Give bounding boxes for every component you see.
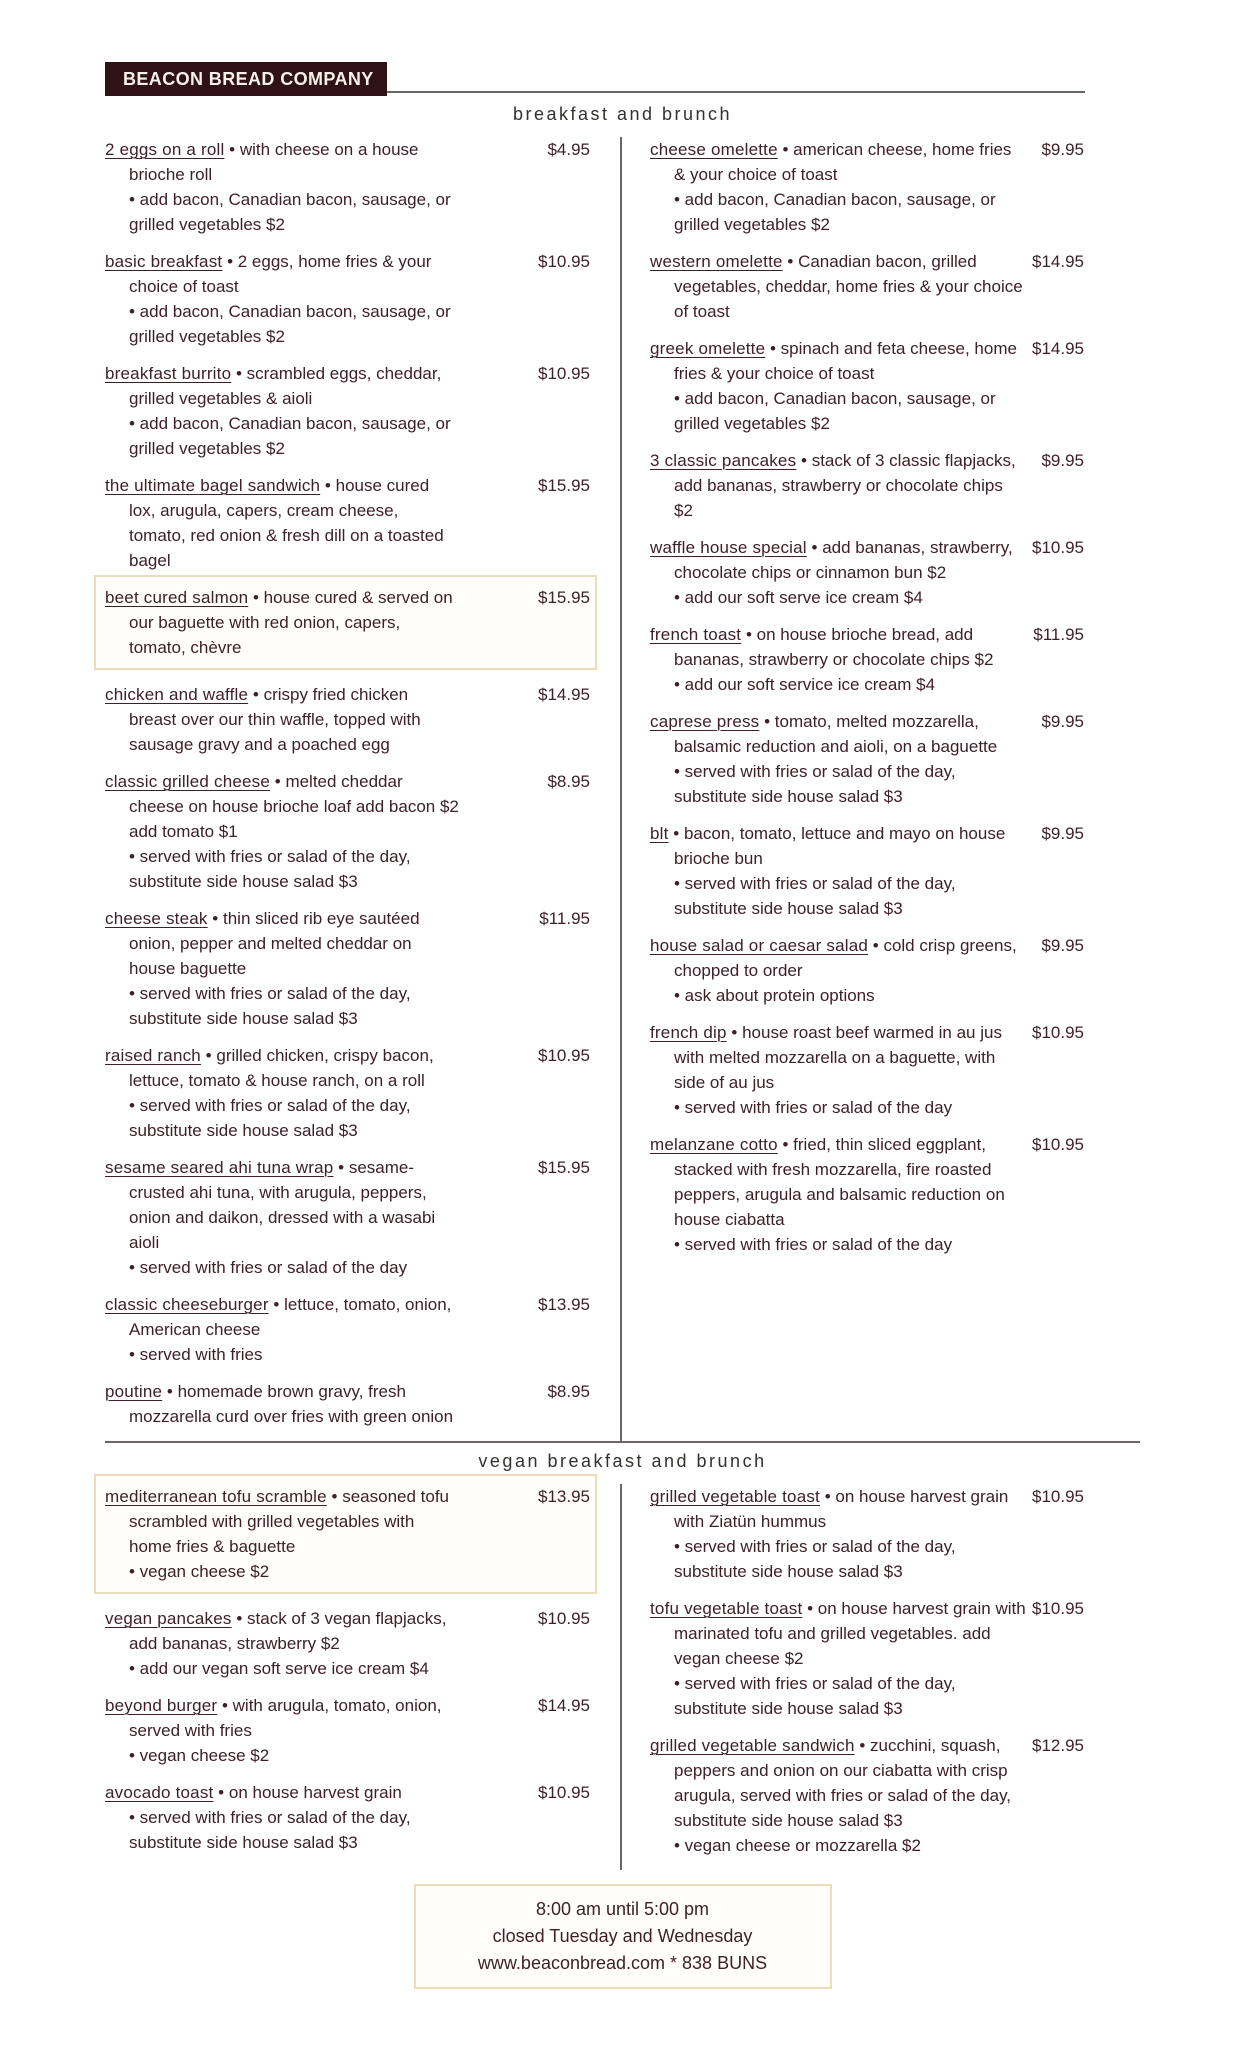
item-text [650,821,1026,921]
website-phone-line: www.beaconbread.com * 838 BUNS [477,1953,768,1973]
item-text [105,1693,459,1768]
item-note: • served with fries or salad of the day, substitute side house salad $3 [129,847,411,891]
header [105,62,1140,96]
item-name: french dip [650,1023,727,1042]
bullet-separator: • [759,712,775,731]
item-description: spinach and feta cheese, home fries & your choice of toast [674,339,1017,383]
item-description: grilled chicken, crispy bacon, lettuce, tomato & house ranch, on a roll [129,1046,434,1090]
item-name: french toast [650,625,742,644]
bullet-separator: • [806,538,823,557]
bullet-separator: • [222,252,238,271]
item-text [105,1484,459,1584]
item-note: • add bacon, Canadian bacon, sausage, or grilled vegetables $2 [674,190,996,234]
menu-item [105,1292,620,1367]
bullet-separator: • [213,1783,229,1802]
item-note: • served with fries or salad of the day [674,1235,953,1254]
hours-line: 8:00 am until 5:00 pm [535,1899,710,1919]
item-description: sesame-crusted ahi tuna, with arugula, peppers, onion and daikon, dressed with a wasabi aioli [129,1158,436,1252]
item-name: cheese omelette [650,140,778,159]
menu-item [650,709,1084,809]
item-description: bacon, tomato, lettuce and mayo on house brioche bun [674,824,1006,868]
item-description: lettuce, tomato, onion, American cheese [129,1295,452,1339]
header-rule [333,91,1085,93]
menu-item [105,769,620,894]
menu-columns [105,1484,1140,1870]
item-name: western omelette [650,252,783,271]
item-text [105,585,459,660]
item-price: $10.95 [1032,1599,1084,1618]
closed-days-line: closed Tuesday and Wednesday [492,1926,753,1946]
item-price: $10.95 [1032,1487,1084,1506]
item-description: house cured & served on our baguette with red onion, capers, tomato, chèvre [129,588,453,657]
item-description: seasoned tofu scrambled with grilled vegetables with home fries & baguette [129,1487,450,1556]
item-description: thin sliced rib eye sautéed onion, pepper and melted cheddar on house baguette [129,909,420,978]
menu-item [650,448,1084,523]
menu-column-left [105,1484,620,1870]
item-text [105,1292,459,1367]
item-price: $14.95 [1032,252,1084,271]
item-note: • vegan cheese $2 [129,1562,270,1581]
item-name: grilled vegetable sandwich [650,1736,855,1755]
item-note: • add our soft service ice cream $4 [674,675,936,694]
item-text [650,1596,1026,1721]
menu-item [650,535,1084,610]
item-description: with arugula, tomato, onion, served with fries [129,1696,442,1740]
item-text [105,682,459,757]
item-description: american cheese, home fries & your choice of toast [674,140,1012,184]
item-price: $9.95 [1041,824,1084,843]
item-price: $13.95 [538,1487,590,1506]
item-price: $10.95 [538,1609,590,1628]
menu-item [105,1379,620,1429]
bullet-separator: • [231,1609,248,1628]
item-text [105,1155,459,1280]
item-description: stack of 3 classic flapjacks, add bananas, strawberry or chocolate chips $2 [674,451,1016,520]
menu-item [105,249,620,349]
menu-item [105,1693,620,1768]
item-description: stack of 3 vegan flapjacks, add bananas, strawberry $2 [129,1609,447,1653]
menu-item [105,473,620,573]
bullet-separator: • [765,339,781,358]
item-text [105,1780,459,1855]
item-name: avocado toast [105,1783,214,1802]
item-price: $10.95 [538,252,590,271]
menu-item [650,622,1084,697]
item-price: $8.95 [547,772,590,791]
item-description: scrambled eggs, cheddar, grilled vegetables & aioli [129,364,442,408]
bullet-separator: • [162,1382,178,1401]
item-description: on house harvest grain with Ziatün hummus [674,1487,1009,1531]
bullet-separator: • [217,1696,233,1715]
item-text [650,1132,1026,1257]
item-description: crispy fried chicken breast over our thin waffle, topped with sausage gravy and a poached egg [129,685,421,754]
menu-column-left [105,137,620,1441]
menu-item [105,682,620,757]
item-note: • served with fries or salad of the day, substitute side house salad $3 [129,984,411,1028]
bullet-separator: • [207,909,223,928]
item-price: $4.95 [547,140,590,159]
bullet-separator: • [326,1487,343,1506]
item-name: the ultimate bagel sandwich [105,476,321,495]
item-text [650,448,1026,523]
bullet-separator: • [741,625,757,644]
bullet-separator: • [231,364,247,383]
item-name: vegan pancakes [105,1609,232,1628]
item-text [650,249,1026,324]
item-price: $10.95 [1032,1135,1084,1154]
bullet-separator: • [200,1046,217,1065]
item-note: • vegan cheese $2 [129,1746,270,1765]
item-price: $8.95 [547,1382,590,1401]
item-description: with cheese on a house brioche roll [129,140,419,184]
item-note: • served with fries or salad of the day, substitute side house salad $3 [674,874,956,918]
item-description: cold crisp greens, chopped to order [674,936,1017,980]
bullet-separator: • [668,824,684,843]
menu-item [105,1780,620,1855]
section-title: vegan breakfast and brunch [478,1451,767,1471]
item-description: homemade brown gravy, fresh mozzarella curd over fries with green onion [129,1382,454,1426]
item-text [650,709,1026,809]
item-text [105,1606,459,1681]
menu-item [650,933,1084,1008]
menu-item [650,821,1084,921]
item-text [105,473,459,573]
item-name: basic breakfast [105,252,223,271]
menu-item [105,1606,620,1681]
brand-name: BEACON BREAD COMPANY [123,69,374,89]
item-description: house roast beef warmed in au jus with melted mozzarella on a baguette, with side of au jus [674,1023,1002,1092]
item-description: on house harvest grain [228,1783,402,1802]
item-text [650,1733,1026,1858]
bullet-separator: • [224,140,240,159]
item-description: house cured lox, arugula, capers, cream cheese, tomato, red onion & fresh dill on a toasted bagel [129,476,444,570]
bullet-separator: • [782,252,799,271]
item-text [650,933,1026,1008]
item-price: $11.95 [1033,625,1084,644]
item-name: chicken and waffle [105,685,249,704]
menu-item [105,361,620,461]
menu-item [105,1155,620,1280]
menu-column-right [620,1484,1140,1870]
item-description: on house harvest grain with marinated tofu and grilled vegetables. add vegan cheese $2 [674,1599,1026,1668]
bullet-separator: • [777,140,794,159]
item-name: tofu vegetable toast [650,1599,803,1618]
item-description: fried, thin sliced eggplant, stacked with fresh mozzarella, fire roasted peppers, arugula and balsamic reduction on house ciabatta [674,1135,1005,1229]
item-name: melanzane cotto [650,1135,778,1154]
item-description: melted cheddar cheese on house brioche loaf add bacon $2 add tomato $1 [129,772,459,841]
item-text [105,1379,459,1429]
menu-item [650,1596,1084,1721]
menu-item-highlighted [94,575,597,670]
item-text [105,1043,459,1143]
item-name: waffle house special [650,538,807,557]
item-name: raised ranch [105,1046,201,1065]
item-note: • add our vegan soft serve ice cream $4 [129,1659,429,1678]
item-price: $14.95 [538,1696,590,1715]
item-price: $10.95 [1032,538,1084,557]
item-note: • vegan cheese or mozzarella $2 [674,1836,921,1855]
menu-item [650,336,1084,436]
item-price: $10.95 [538,1046,590,1065]
menu-item [650,1484,1084,1584]
menu-item [105,137,620,237]
menu-item-highlighted [94,1474,597,1594]
bullet-separator: • [726,1023,743,1042]
item-price: $14.95 [1032,339,1084,358]
item-name: greek omelette [650,339,766,358]
item-price: $9.95 [1041,712,1084,731]
item-description: add bananas, strawberry, chocolate chips or cinnamon bun $2 [674,538,1013,582]
item-name: blt [650,824,669,843]
item-note: • add bacon, Canadian bacon, sausage, or grilled vegetables $2 [129,414,451,458]
item-price: $10.95 [538,364,590,383]
item-note: • served with fries or salad of the day [674,1098,953,1117]
bullet-separator: • [248,588,264,607]
item-price: $10.95 [538,1783,590,1802]
bullet-separator: • [248,685,264,704]
menu-item [650,249,1084,324]
section-vegan-breakfast-and-brunch [105,1449,1140,1870]
item-note: • ask about protein options [674,986,875,1005]
item-name: cheese steak [105,909,208,928]
item-text [650,535,1026,610]
bullet-separator: • [796,451,812,470]
item-price: $9.95 [1041,451,1084,470]
item-price: $14.95 [538,685,590,704]
item-price: $15.95 [538,476,590,495]
item-price: $12.95 [1032,1736,1084,1755]
item-note: • add bacon, Canadian bacon, sausage, or grilled vegetables $2 [674,389,996,433]
item-name: 2 eggs on a roll [105,140,225,159]
item-name: house salad or caesar salad [650,936,869,955]
item-name: poutine [105,1382,163,1401]
bullet-separator: • [268,1295,285,1314]
item-text [105,249,459,349]
section-title: breakfast and brunch [512,104,733,124]
item-note: • add our soft serve ice cream $4 [674,588,923,607]
item-text [105,137,459,237]
item-price: $15.95 [538,588,590,607]
item-description: on house brioche bread, add bananas, strawberry or chocolate chips $2 [674,625,994,669]
item-price: $11.95 [539,909,590,928]
item-note: • add bacon, Canadian bacon, sausage, or grilled vegetables $2 [129,302,451,346]
bullet-separator: • [777,1135,794,1154]
item-price: $10.95 [1032,1023,1084,1042]
item-text [105,769,459,894]
item-note: • served with fries or salad of the day [129,1258,408,1277]
menu-item [650,1733,1084,1858]
bullet-separator: • [868,936,884,955]
item-name: beet cured salmon [105,588,249,607]
item-text [650,137,1026,237]
item-text [105,906,459,1031]
item-name: classic grilled cheese [105,772,271,791]
item-description: 2 eggs, home fries & your choice of toast [129,252,432,296]
section-divider [105,1441,1140,1443]
item-text [650,336,1026,436]
bullet-separator: • [802,1599,818,1618]
item-description: Canadian bacon, grilled vegetables, cheddar, home fries & your choice of toast [674,252,1023,321]
brand-logo [105,62,387,96]
item-text [650,1484,1026,1584]
menu-item [650,1132,1084,1257]
item-note: • served with fries or salad of the day, substitute side house salad $3 [674,762,956,806]
item-text [105,361,459,461]
item-name: grilled vegetable toast [650,1487,820,1506]
item-text [650,622,1026,697]
item-note: • served with fries or salad of the day, substitute side house salad $3 [129,1808,411,1852]
item-name: classic cheeseburger [105,1295,269,1314]
menu-item [650,137,1084,237]
menu-item [650,1020,1084,1120]
menu-item [105,1043,620,1143]
menu-item [105,906,620,1031]
menu-column-right [620,137,1140,1441]
item-name: 3 classic pancakes [650,451,797,470]
item-description: zucchini, squash, peppers and onion on our ciabatta with crisp arugula, served with fries or salad of the day, substitute side house salad $3 [674,1736,1012,1830]
item-text [650,1020,1026,1120]
bullet-separator: • [820,1487,836,1506]
item-price: $13.95 [538,1295,590,1314]
item-price: $9.95 [1041,140,1084,159]
item-note: • served with fries or salad of the day, substitute side house salad $3 [129,1096,411,1140]
item-name: caprese press [650,712,760,731]
item-name: breakfast burrito [105,364,232,383]
bullet-separator: • [333,1158,349,1177]
item-note: • served with fries or salad of the day, substitute side house salad $3 [674,1537,956,1581]
item-note: • served with fries [129,1345,263,1364]
item-name: beyond burger [105,1696,218,1715]
menu-columns [105,137,1140,1441]
item-price: $15.95 [538,1158,590,1177]
section-breakfast-and-brunch [105,102,1140,1441]
item-name: mediterranean tofu scramble [105,1487,327,1506]
bullet-separator: • [320,476,336,495]
bullet-separator: • [270,772,286,791]
item-description: tomato, melted mozzarella, balsamic reduction and aioli, on a baguette [674,712,998,756]
item-name: sesame seared ahi tuna wrap [105,1158,334,1177]
item-note: • served with fries or salad of the day, substitute side house salad $3 [674,1674,956,1718]
item-price: $9.95 [1041,936,1084,955]
bullet-separator: • [854,1736,871,1755]
item-note: • add bacon, Canadian bacon, sausage, or grilled vegetables $2 [129,190,451,234]
hours-box [414,1884,832,1989]
